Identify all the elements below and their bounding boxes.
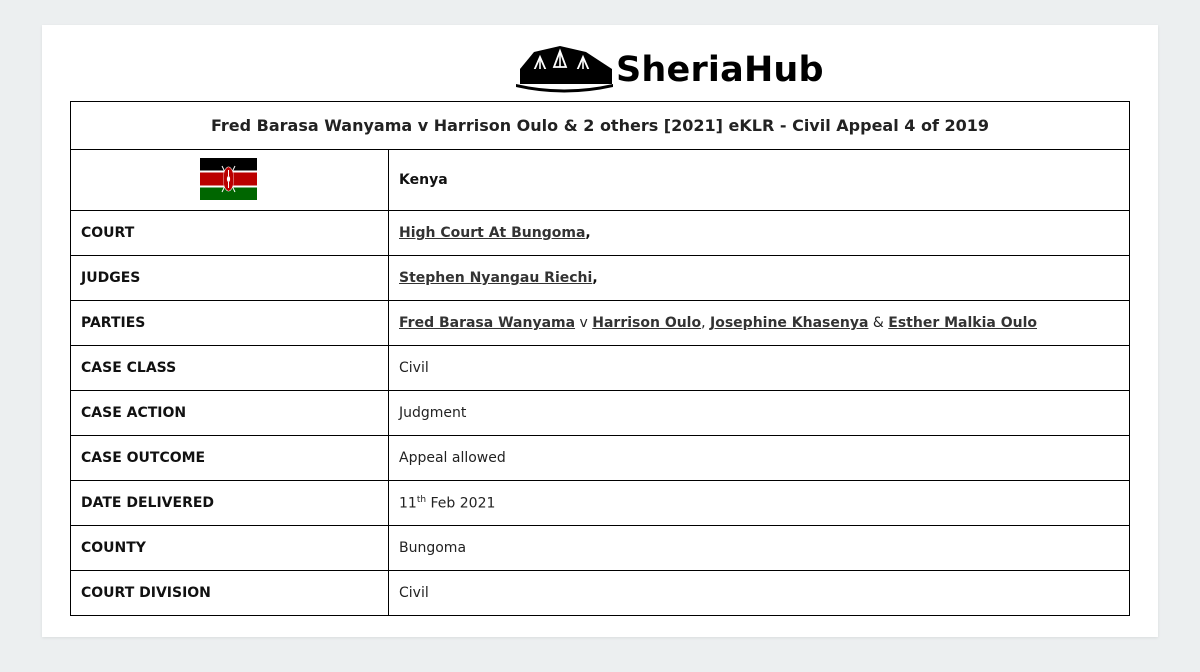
case-title: Fred Barasa Wanyama v Harrison Oulo & 2 others [2021] eKLR - Civil Appeal 4 of 2019	[71, 102, 1130, 150]
case-class-label: CASE CLASS	[71, 346, 389, 391]
county-value: Bungoma	[389, 526, 1130, 571]
case-outcome-label: CASE OUTCOME	[71, 436, 389, 481]
court-label: COURT	[71, 211, 389, 256]
party-link-3[interactable]: Josephine Khasenya	[710, 315, 869, 331]
country-name: Kenya	[399, 172, 448, 188]
judges-label: JUDGES	[71, 256, 389, 301]
date-delivered-label: DATE DELIVERED	[71, 481, 389, 526]
party-link-2[interactable]: Harrison Oulo	[592, 315, 702, 331]
court-value	[389, 211, 1130, 256]
judges-value	[389, 256, 1130, 301]
judges-suffix: ,	[592, 270, 598, 286]
brand-name: SheriaHub	[616, 49, 824, 90]
scales-of-justice-icon	[516, 45, 614, 93]
court-division-value: Civil	[389, 571, 1130, 616]
case-action-value: Judgment	[389, 391, 1130, 436]
parties-label: PARTIES	[71, 301, 389, 346]
party-link-4[interactable]: Esther Malkia Oulo	[888, 315, 1037, 331]
court-link[interactable]: High Court At Bungoma	[399, 225, 586, 241]
case-details-table	[70, 101, 1130, 616]
date-day: 11	[399, 495, 417, 512]
parties-separator-comma: ,	[701, 315, 711, 331]
case-action-label: CASE ACTION	[71, 391, 389, 436]
date-delivered-value	[389, 481, 1130, 526]
parties-separator-amp: &	[868, 315, 889, 331]
kenya-flag-icon	[200, 158, 257, 204]
party-link-1[interactable]: Fred Barasa Wanyama	[399, 315, 576, 331]
date-ordinal: th	[416, 494, 427, 505]
case-class-value: Civil	[389, 346, 1130, 391]
date-month-year: Feb 2021	[426, 495, 496, 512]
judge-link[interactable]: Stephen Nyangau Riechi	[399, 270, 593, 286]
court-suffix: ,	[585, 225, 591, 241]
flag-cell	[71, 150, 389, 211]
parties-separator-v: v	[575, 315, 593, 331]
sheriahub-logo[interactable]	[516, 44, 824, 94]
case-outcome-value: Appeal allowed	[389, 436, 1130, 481]
parties-value	[389, 301, 1130, 346]
country-cell	[389, 150, 1130, 211]
court-division-label: COURT DIVISION	[71, 571, 389, 616]
county-label: COUNTY	[71, 526, 389, 571]
